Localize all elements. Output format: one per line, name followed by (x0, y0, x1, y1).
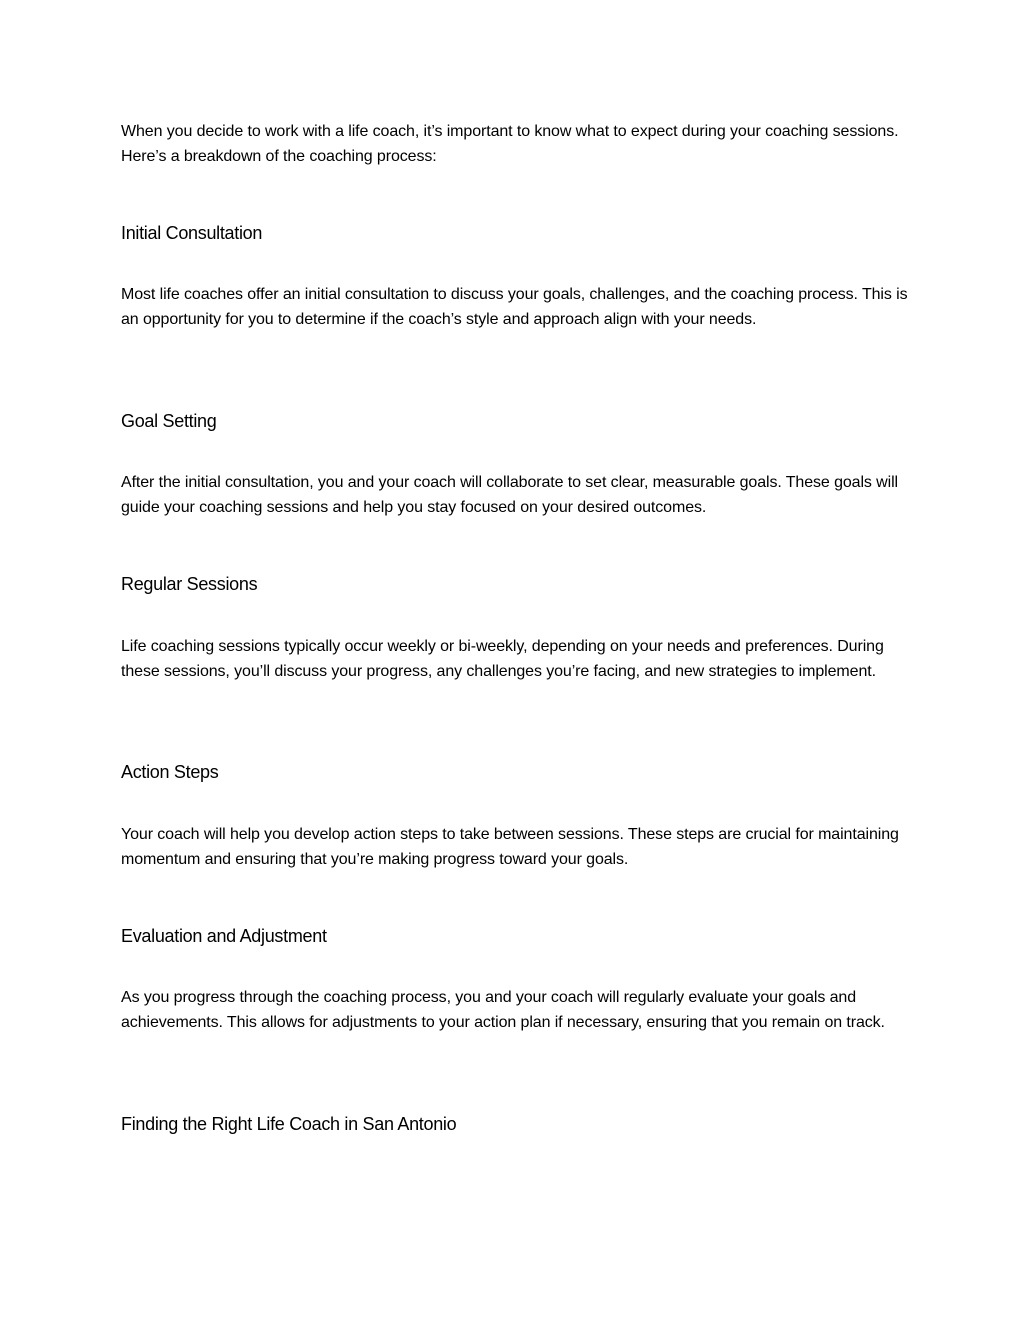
paragraph-action-steps: Your coach will help you develop action steps to take between sessions. These steps are crucial for maintaining momentum and ensuring that you’re making progress toward your goals. (121, 826, 899, 868)
heading-action-steps: Action Steps (121, 762, 219, 782)
heading-initial-consultation: Initial Consultation (121, 223, 263, 243)
heading-goal-setting: Goal Setting (121, 411, 217, 431)
paragraph-regular-sessions: Life coaching sessions typically occur weekly or bi-weekly, depending on your needs and preferences. During these sessions, you’ll discuss your progress, any challenges you’re facing, and new strategies to implement. (121, 638, 884, 680)
paragraph-evaluation-and-adjustment: As you progress through the coaching process, you and your coach will regularly evaluate your goals and achievements. This allows for adjustments to your action plan if necessary, ensuring that you remain on track. (121, 989, 885, 1031)
intro-paragraph: When you decide to work with a life coach, it’s important to know what to expect during your coaching sessions. Here’s a breakdown of the coaching process: (121, 123, 899, 165)
paragraph-goal-setting: After the initial consultation, you and your coach will collaborate to set clear, measurable goals. These goals will guide your coaching sessions and help you stay focused on your desired outcomes. (121, 474, 898, 516)
paragraph-initial-consultation: Most life coaches offer an initial consultation to discuss your goals, challenges, and the coaching process. This is an opportunity for you to determine if the coach’s style and approach align with your needs. (121, 286, 908, 328)
heading-regular-sessions: Regular Sessions (121, 574, 258, 594)
heading-finding-right-life-coach: Finding the Right Life Coach in San Antonio (121, 1114, 457, 1134)
heading-evaluation-and-adjustment: Evaluation and Adjustment (121, 926, 327, 946)
